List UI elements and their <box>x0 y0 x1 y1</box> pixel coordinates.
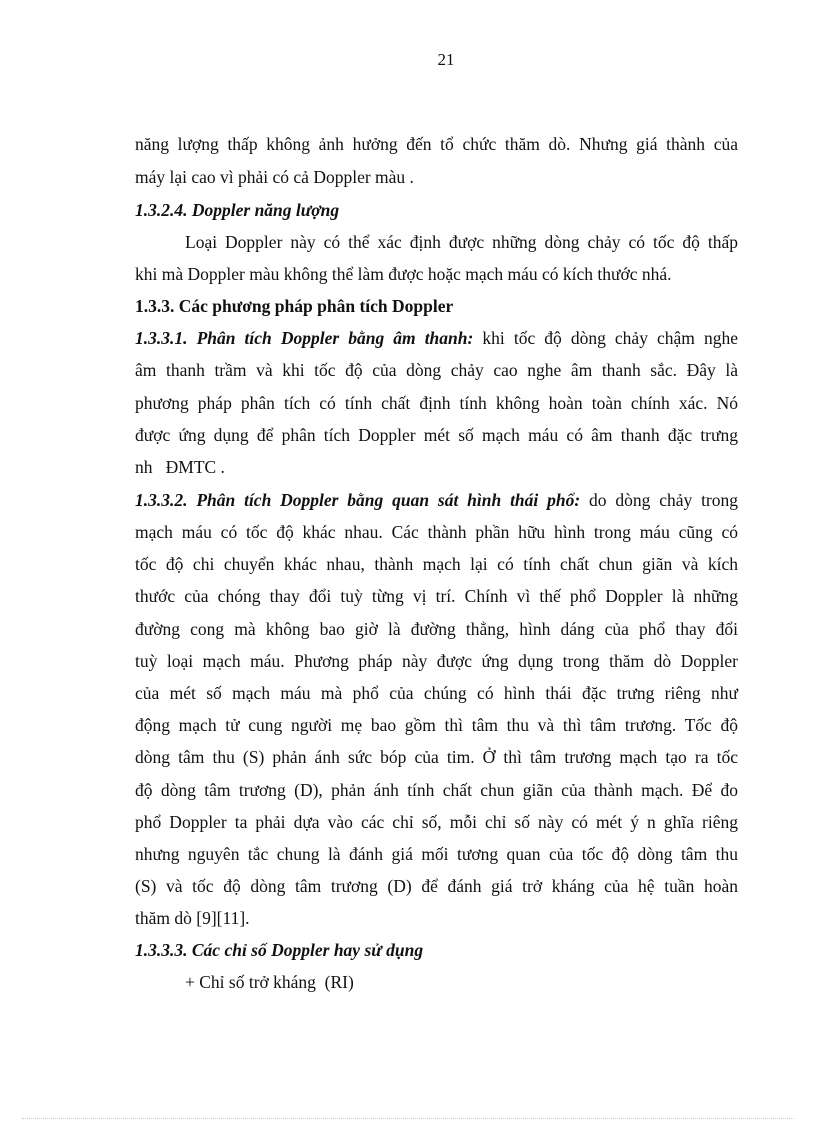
subsection-heading-1-3-3-1: 1.3.3.1. Phân tích Doppler bằng âm thanh: <box>135 328 474 348</box>
paragraph-1-3-3-2-lead <box>135 489 738 511</box>
body-text-line: tuỳ loại mạch máu. Phương pháp này được ứng dụng trong thăm dò Doppler <box>135 651 738 671</box>
body-text-line: được ứng dụng để phân tích Doppler mét số mạch máu có âm thanh đặc trưng <box>135 425 738 445</box>
body-text-line: nh ĐMTC . <box>135 457 225 477</box>
body-text-line: âm thanh trầm và khi tốc độ của dòng chảy cao nghe âm thanh sắc. Đây là <box>135 360 738 380</box>
list-item-ri: + Chỉ số trở kháng (RI) <box>185 972 354 992</box>
body-text-line: phương pháp phân tích có tính chất định tính không hoàn toàn chính xác. Nó <box>135 393 738 413</box>
body-text-run: do dòng chảy trong <box>580 490 739 510</box>
subsection-heading-1-3-3-3: 1.3.3.3. Các chỉ số Doppler hay sử dụng <box>135 940 424 960</box>
body-text-line: phổ Doppler ta phải dựa vào các chỉ số, mỗi chỉ số này có mét ý n ghĩa riêng <box>135 812 738 832</box>
body-text-line: năng lượng thấp không ảnh hưởng đến tổ chức thăm dò. Nhưng giá thành của <box>135 134 738 154</box>
section-heading-1-3-2-4: 1.3.2.4. Doppler năng lượng <box>135 200 340 220</box>
footer-divider <box>22 1118 794 1119</box>
body-text-line: (S) và tốc độ dòng tâm trương (D) để đánh giá trở kháng của hệ tuần hoàn <box>135 876 738 896</box>
body-text-line: thăm dò [9][11]. <box>135 908 250 928</box>
paragraph-1-3-3-1-lead <box>135 327 738 349</box>
body-text-line: độ dòng tâm trương (D), phản ánh tính chất chun giãn của thành mạch. Để đo <box>135 780 738 800</box>
body-text-line: thước của chóng thay đổi tuỳ từng vị trí. Chính vì thế phổ Doppler là những <box>135 586 738 606</box>
body-text-line: khi mà Doppler màu không thể làm được hoặc mạch máu có kích thước nhá. <box>135 264 672 284</box>
body-text-line: đường cong mà không bao giờ là đường thẳng, hình dáng của phổ thay đổi <box>135 619 738 639</box>
body-text-line: mạch máu có tốc độ khác nhau. Các thành phần hữu hình trong máu cũng có <box>135 522 738 542</box>
page-number: 21 <box>437 50 455 69</box>
body-text-line: máy lại cao vì phải có cả Doppler màu . <box>135 167 414 187</box>
subsection-heading-1-3-3-2: 1.3.3.2. Phân tích Doppler bằng quan sát hình thái phổ: <box>135 490 581 510</box>
body-text-line: Loại Doppler này có thể xác định được những dòng chảy có tốc độ thấp <box>185 232 738 252</box>
body-text-line: của mét số mạch máu mà phổ của chúng có hình thái đặc trưng riêng như <box>135 683 738 703</box>
section-heading-1-3-3: 1.3.3. Các phương pháp phân tích Doppler <box>135 296 454 316</box>
body-text-line: tốc độ chi chuyển khác nhau, thành mạch lại có tính chất chun giãn và kích <box>135 554 738 574</box>
body-text-line: động mạch tử cung người mẹ bao gồm thì tâm thu và thì tâm trương. Tốc độ <box>135 715 738 735</box>
body-text-run: khi tốc độ dòng chảy chậm nghe <box>473 328 738 348</box>
body-text-line: dòng tâm thu (S) phản ánh sức bóp của tim. Ở thì tâm trương mạch tạo ra tốc <box>135 747 738 767</box>
body-text-line: nhưng nguyên tắc chung là đánh giá mối tương quan của tốc độ dòng tâm thu <box>135 844 738 864</box>
